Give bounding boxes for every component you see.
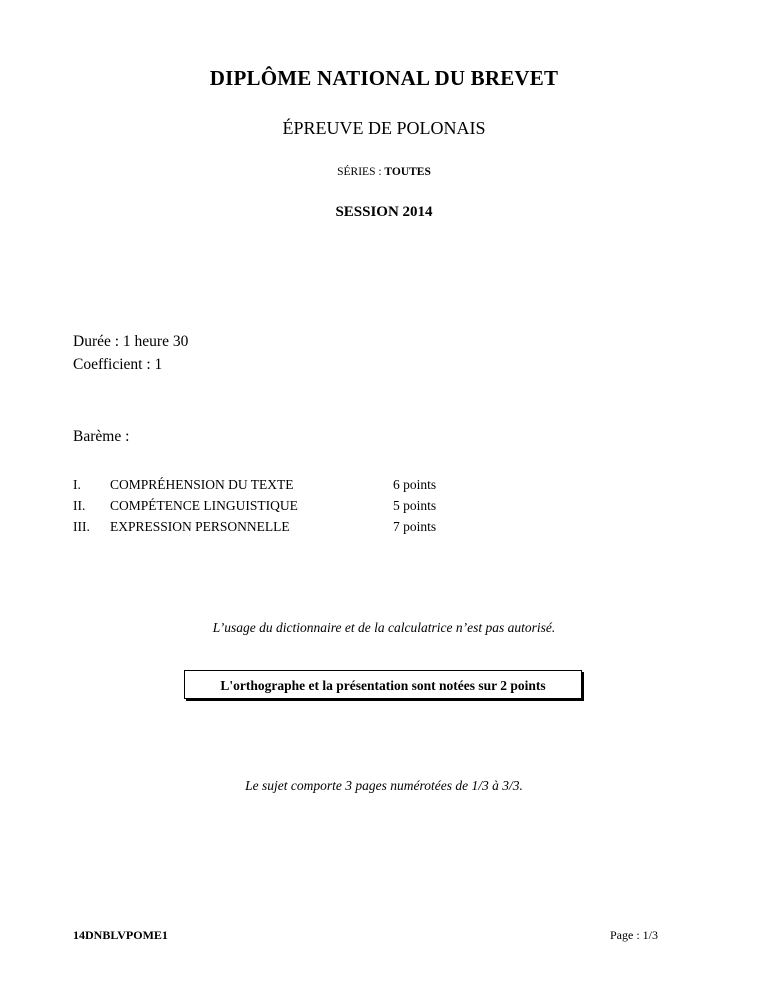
bareme-row-number: II. <box>73 498 86 513</box>
exam-info <box>73 330 188 376</box>
series-label: SÉRIES : <box>337 166 385 178</box>
exam-subtitle: ÉPREUVE DE POLONAIS <box>282 118 486 138</box>
bareme-row-number: I. <box>73 477 81 492</box>
bareme-label: Barème : <box>73 428 130 445</box>
series-value: TOUTES <box>384 166 431 178</box>
pages-note: Le sujet comporte 3 pages numérotées de 1/3 à 3/3. <box>245 778 523 793</box>
footer-page-number: Page : 1/3 <box>610 928 658 942</box>
bareme-row-label: COMPÉTENCE LINGUISTIQUE <box>110 498 298 513</box>
session-line: SESSION 2014 <box>335 204 433 220</box>
bareme-row-points: 7 points <box>393 519 437 534</box>
orthographe-box: L'orthographe et la présentation sont notées sur 2 points <box>184 670 582 699</box>
coefficient-text: Coefficient : 1 <box>73 356 163 373</box>
footer-code: 14DNBLVPOME1 <box>73 928 168 942</box>
bareme-row-label: COMPRÉHENSION DU TEXTE <box>110 477 294 492</box>
bareme-row-points: 5 points <box>393 498 437 513</box>
usage-note: L’usage du dictionnaire et de la calculatrice n’est pas autorisé. <box>212 620 556 635</box>
series-line <box>0 166 768 178</box>
bareme-row-label: EXPRESSION PERSONNELLE <box>110 519 290 534</box>
duration-text: Durée : 1 heure 30 <box>73 333 189 350</box>
exam-title: DIPLÔME NATIONAL DU BREVET <box>209 66 559 90</box>
bareme-row-points: 6 points <box>393 477 437 492</box>
bareme-row-number: III. <box>73 519 90 534</box>
